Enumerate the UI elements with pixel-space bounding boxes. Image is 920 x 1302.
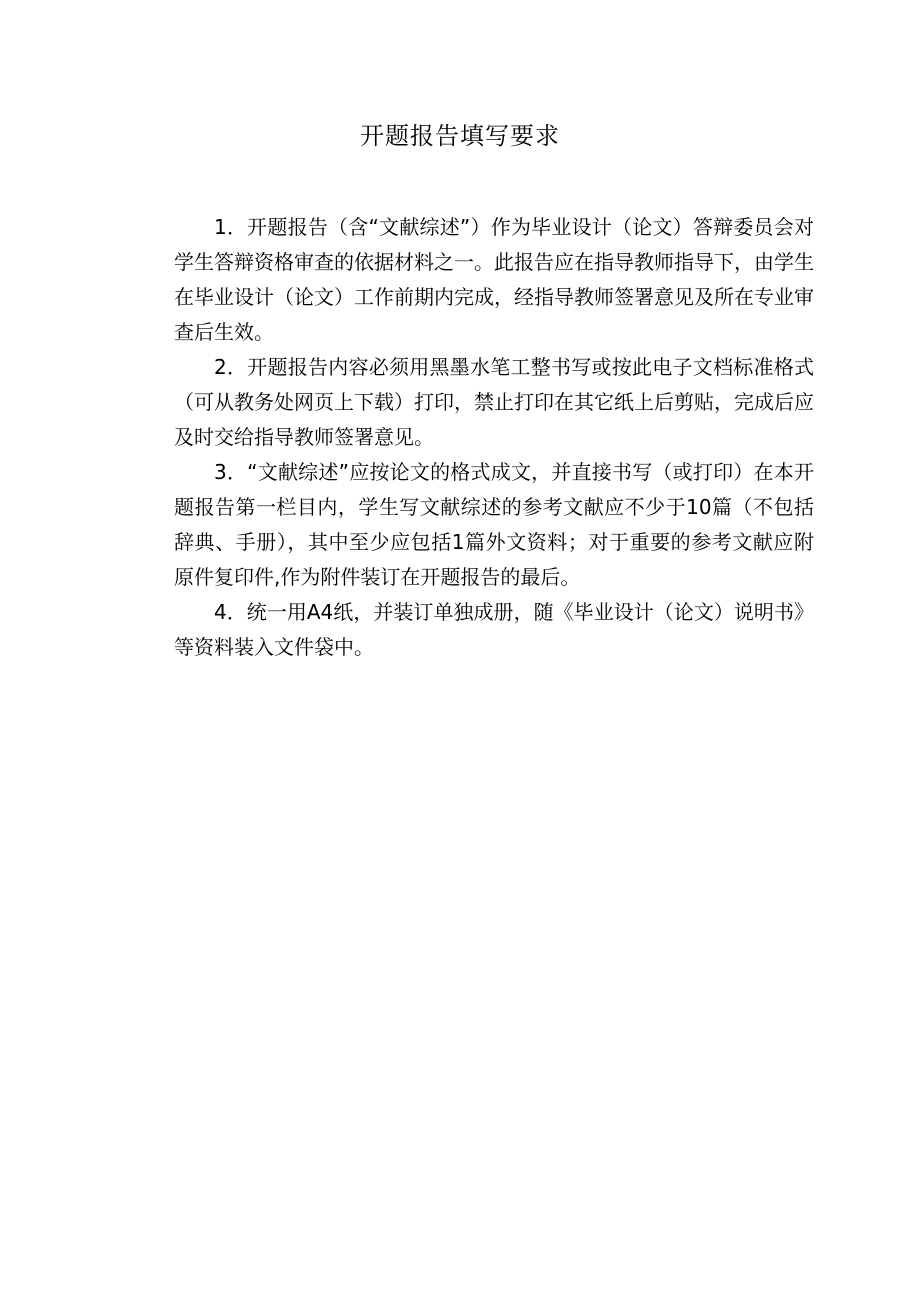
- requirements-body: [174, 210, 814, 665]
- page-title: 开题报告填写要求: [360, 122, 560, 150]
- requirement-paragraph-4: 4．统一用A4纸，并装订单独成册，随《毕业设计（论文）说明书》等资料装入文件袋中。: [174, 600, 814, 659]
- requirement-paragraph-2: 2．开题报告内容必须用黑墨水笔工整书写或按此电子文档标准格式（可从教务处网页上下载）打印，禁止打印在其它纸上后剪贴，完成后应及时交给指导教师签署意见。: [174, 355, 814, 449]
- requirement-paragraph-3: 3．“文献综述”应按论文的格式成文，并直接书写（或打印）在本开题报告第一栏目内，学生写文献综述的参考文献应不少于10篇（不包括辞典、手册），其中至少应包括1篇外文资料；对于重要的参考文献应附原件复印件,作为附件装订在开题报告的最后。: [174, 460, 814, 589]
- requirement-paragraph-1: 1．开题报告（含“文献综述”）作为毕业设计（论文）答辩委员会对学生答辩资格审查的依据材料之一。此报告应在指导教师指导下，由学生在毕业设计（论文）工作前期内完成，经指导教师签署意见及所在专业审查后生效。: [174, 215, 814, 344]
